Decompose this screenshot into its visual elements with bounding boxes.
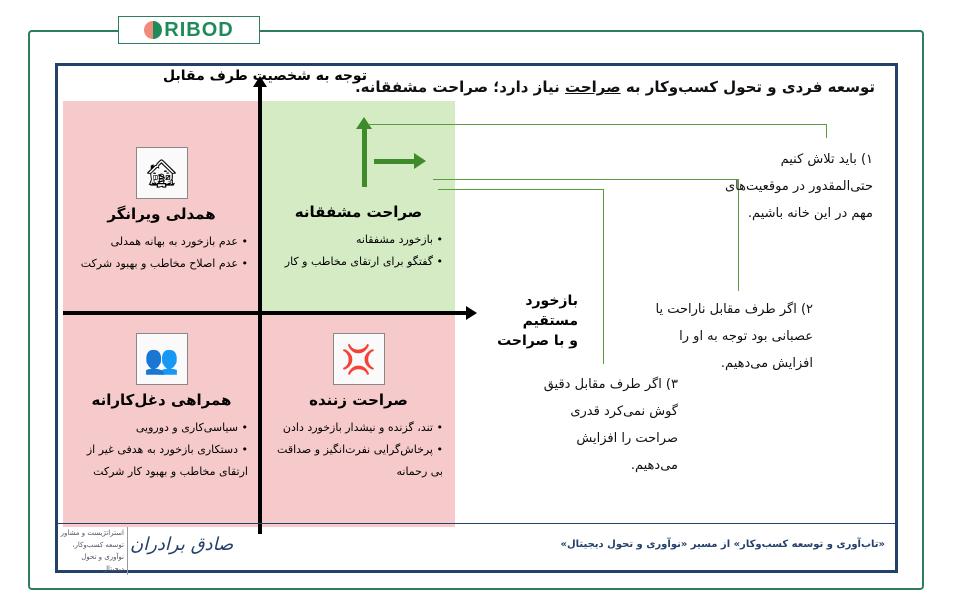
- note-1: ۱) باید تلاش کنیم حتی‌المقدور در موقعیت‌های مهم در این خانه باشیم.: [724, 152, 873, 221]
- footer: [58, 523, 895, 573]
- quadrant-items: • عدم بازخورد به بهانه همدلی • عدم اصلاح مخاطب و بهبود شرکت: [75, 231, 248, 275]
- angry-person-icon: 💢: [333, 333, 385, 385]
- quadrant-items: • بازخورد مشفقانه • گفتگو برای ارتقای مخاطب و کار: [274, 229, 443, 273]
- quadrant-ruinous-empathy: [63, 101, 260, 311]
- logo-text: RIBOD: [164, 18, 234, 41]
- tagline: استراتژیست و مشاور توسعه کسب‌وکار، نوآوری و تحول دیجیتال: [60, 527, 128, 575]
- quadrant-manipulative-insincerity: [63, 315, 260, 527]
- connector-line: [438, 189, 603, 190]
- quadrant-obnoxious-aggression: [262, 315, 455, 527]
- y-axis: [258, 84, 262, 534]
- quadrant-items: • تند، گزنده و نیشدار بازخورد دادن • پرخاش‌گرایی نفرت‌انگیز و صداقت بی رحمانه: [274, 417, 443, 483]
- broken-building-icon: 🏚: [136, 147, 188, 199]
- logo-mark-icon: [144, 21, 162, 39]
- quadrant-title: همدلی ویرانگر: [107, 205, 216, 223]
- connector-line: [433, 179, 738, 180]
- quadrant-radical-candor: [262, 101, 455, 311]
- slide-title: توسعه فردی و تحول کسب‌وکار به صراحت نیاز دارد؛ صراحت مشفقانه.: [354, 78, 875, 96]
- x-axis: [63, 311, 468, 315]
- quadrant-title: صراحت زننده: [309, 391, 408, 409]
- growth-arrows-icon: [274, 109, 443, 197]
- y-axis-label: توجه به شخصیت طرف مقابل: [163, 68, 367, 84]
- note-3: ۳) اگر طرف مقابل دقیق گوش نمی‌کرد قدری صراحت را افزایش می‌دهیم.: [543, 377, 678, 473]
- quadrant-title: همراهی دغل‌کارانه: [91, 391, 232, 409]
- slide: [55, 63, 898, 573]
- x-axis-arrow-icon: [466, 306, 477, 320]
- people-whispering-icon: 👥: [136, 333, 188, 385]
- footer-text: «تاب‌آوری و توسعه کسب‌وکار» از مسیر «نوآوری و تحول دیجیتال»: [560, 539, 885, 550]
- connector-line: [368, 124, 826, 125]
- quadrant-title: صراحت مشفقانه: [294, 203, 423, 221]
- y-axis-arrow-icon: [253, 76, 267, 87]
- logo: [118, 16, 260, 44]
- note-2: ۲) اگر طرف مقابل ناراحت یا عصبانی بود توجه به او را افزایش می‌دهیم.: [655, 302, 813, 371]
- quadrant-items: • سیاسی‌کاری و دورویی • دستکاری بازخورد به هدفی غیر از ارتقای مخاطب و بهبود کار شرکت: [75, 417, 248, 483]
- x-axis-label: بازخورد مستقیم و با صراحت: [497, 293, 578, 349]
- signature: صادق برادران: [130, 534, 234, 555]
